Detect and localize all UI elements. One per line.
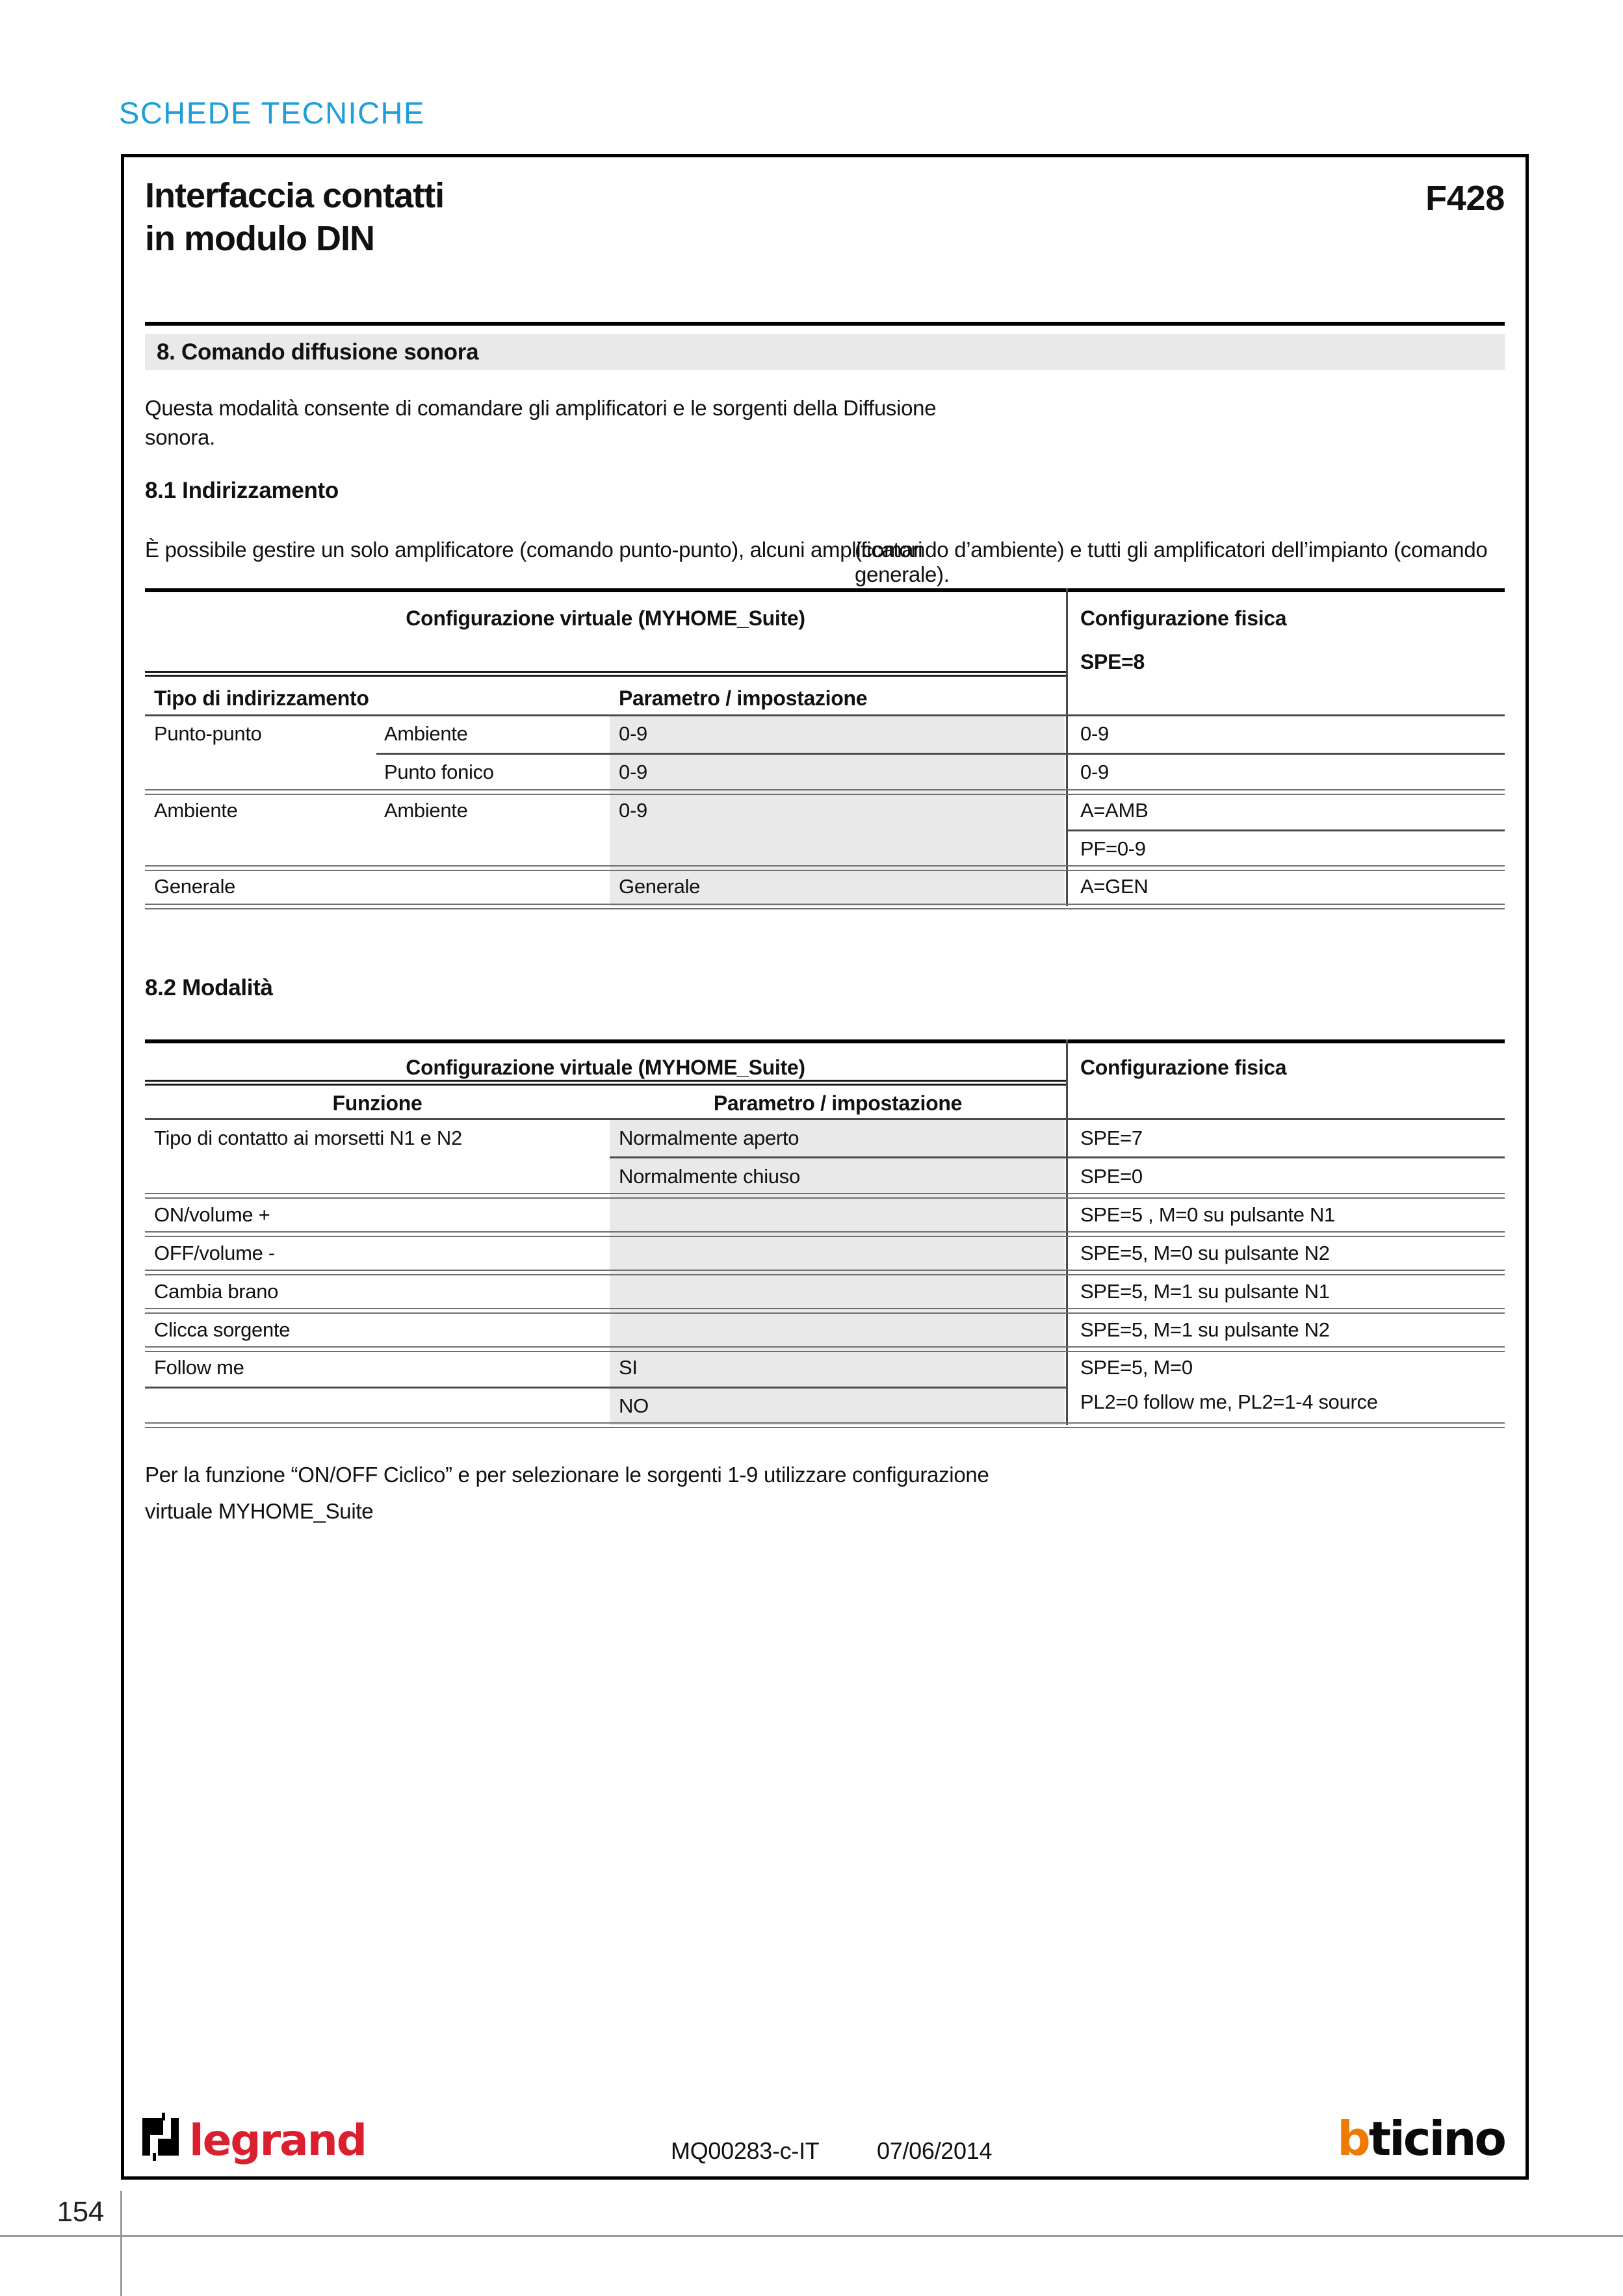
divider-rule [145,322,1505,326]
footer-vertical-rule [120,2191,122,2296]
table-cell: Clicca sorgente [154,1318,291,1341]
page-number: 154 [57,2196,104,2228]
table2-group-line [145,1193,1505,1199]
table2-bottom-border [145,1422,1505,1428]
note-line2: virtuale MYHOME_Suite [145,1499,374,1523]
table-cell: Ambiente [384,799,468,822]
table2-group-line [145,1231,1505,1237]
table-cell: Tipo di contatto ai morsetti N1 e N2 [154,1127,462,1149]
section-8-heading: 8. Comando diffusione sonora [145,334,1505,370]
table-cell: SPE=5, M=1 su pulsante N1 [1080,1280,1330,1303]
section-81-body-right: (comando d’ambiente) e tutti gli amplificatori dell’impianto (comando generale). [855,538,1488,586]
table-cell: Ambiente [384,722,468,745]
section-81-heading: 8.1 Indirizzamento [145,478,339,503]
bticino-logo-b: b [1337,2111,1369,2166]
table-cell: Normalmente aperto [619,1127,799,1149]
table2-group-line [145,1308,1505,1314]
table-cell: Ambiente [154,799,238,822]
footer-doc-code: MQ00283-c-IT [671,2137,820,2164]
table-cell: Cambia brano [154,1280,279,1303]
table1-col-tipo: Tipo di indirizzamento [154,686,369,710]
table2-header-virtual: Configurazione virtuale (MYHOME_Suite) [406,1056,805,1079]
table1-header-fisica: Configurazione fisica [1080,607,1287,630]
note-line1: Per la funzione “ON/OFF Ciclico” e per selezionare le sorgenti 1-9 utilizzare configurazione [145,1463,989,1487]
table-cell: SPE=0 [1080,1165,1143,1188]
legrand-logo-text: legrand [189,2115,366,2165]
table1-subheader-border [145,714,1505,716]
table2-group-line [145,1270,1505,1275]
table2-group-line [145,1346,1505,1352]
table2-top-border [145,1039,1505,1043]
doc-title-line2: in modulo DIN [145,219,374,258]
table2-subheader-border [145,1118,1505,1120]
content-box [121,154,1529,2180]
table1-header-virtual: Configurazione virtuale (MYHOME_Suite) [406,607,805,630]
table1-header-separator [145,671,1066,677]
table-cell: A=GEN [1080,875,1149,898]
table-cell: 0-9 [619,761,647,783]
table-cell: 0-9 [619,722,647,745]
table-cell: PF=0-9 [1080,837,1146,860]
intro-line1: Questa modalità consente di comandare gli amplificatori e le sorgenti della Diffusione [145,396,937,420]
table2-col-funzione: Funzione [332,1091,422,1115]
product-code: F428 [1425,179,1505,218]
table-cell: 0-9 [619,799,647,822]
footer-date: 07/06/2014 [877,2137,993,2164]
table-cell: Follow me [154,1356,244,1379]
table-cell: SPE=5 , M=0 su pulsante N1 [1080,1203,1335,1226]
table-cell: SPE=5, M=0 su pulsante N2 [1080,1242,1330,1264]
table-cell: 0-9 [1080,761,1109,783]
table-cell: SPE=5, M=1 su pulsante N2 [1080,1318,1330,1341]
table-cell: PL2=0 follow me, PL2=1-4 source [1080,1390,1378,1413]
table1-column-divider [1066,588,1068,906]
page-header: SCHEDE TECNICHE [119,96,425,130]
table1-row-line [1066,829,1505,831]
intro-line2: sonora. [145,425,215,449]
table2-header-fisica: Configurazione fisica [1080,1056,1287,1079]
table2-row-line [610,1156,1505,1158]
table-cell: Generale [619,875,701,898]
section-82-heading: 8.2 Modalità [145,975,273,1000]
table-cell: 0-9 [1080,722,1109,745]
table-cell: Punto-punto [154,722,262,745]
table2-col-param: Parametro / impostazione [713,1091,963,1115]
table1-group-line [145,865,1505,871]
bticino-logo [1337,2111,1505,2166]
doc-title-line1: Interfaccia contatti [145,176,445,215]
table-cell: A=AMB [1080,799,1149,822]
footer-horizontal-rule [0,2235,1623,2237]
table1-top-border [145,588,1505,592]
table1-bottom-border [145,904,1505,909]
table1-col-param: Parametro / impostazione [619,686,868,710]
table1-group-line [145,789,1505,795]
table-cell: Normalmente chiuso [619,1165,800,1188]
section-81-body-left: È possibile gestire un solo amplificatore (comando punto-punto), alcuni amplificatori [145,538,923,562]
table2-header-separator [145,1080,1066,1086]
table-cell: Generale [154,875,236,898]
table-cell: Punto fonico [384,761,494,783]
table-cell: OFF/volume - [154,1242,275,1264]
table1-row-line [376,753,1505,755]
table-cell: ON/volume + [154,1203,270,1226]
table2-row-line [145,1387,1066,1389]
legrand-logo-icon [142,2113,180,2161]
table1-header-fisica-sub: SPE=8 [1080,650,1145,673]
table-cell: SPE=5, M=0 [1080,1356,1193,1379]
table-cell: SPE=7 [1080,1127,1143,1149]
bticino-logo-rest: ticino [1368,2111,1505,2166]
table-cell: SI [619,1356,638,1379]
table-cell: NO [619,1394,649,1417]
